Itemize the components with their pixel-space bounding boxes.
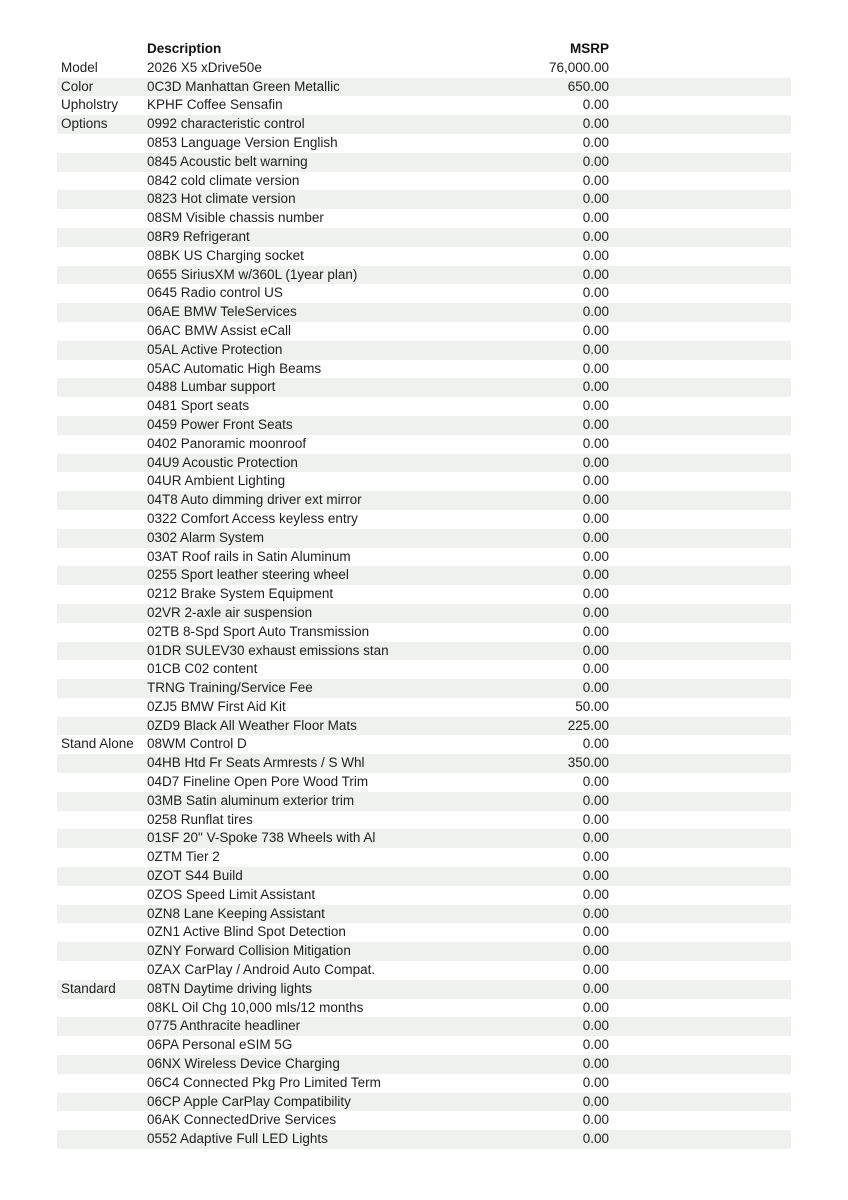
table-row [57,378,791,397]
table-row [57,566,791,585]
row-description: 06AE BMW TeleServices [147,304,297,320]
row-description: 06PA Personal eSIM 5G [147,1037,293,1053]
row-category [57,604,147,623]
row-category: Standard [61,980,116,996]
row-description: 0ZD9 Black All Weather Floor Mats [147,717,357,733]
row-category [57,435,147,454]
table-row [57,454,791,473]
table-row [57,1074,791,1093]
row-msrp: 0.00 [582,642,609,658]
row-description: 05AC Automatic High Beams [147,360,322,376]
row-category [57,1055,147,1074]
row-description: 0ZN1 Active Blind Spot Detection [147,924,346,940]
row-msrp: 0.00 [582,416,609,432]
row-msrp: 0.00 [582,191,609,207]
row-msrp: 0.00 [582,962,609,978]
row-msrp: 0.00 [582,529,609,545]
row-msrp: 0.00 [582,360,609,376]
row-description: 0C3D Manhattan Green Metallic [147,78,340,94]
row-description: 0853 Language Version English [147,134,338,150]
table-row [57,266,791,285]
row-msrp: 0.00 [582,435,609,451]
row-description: 06NX Wireless Device Charging [147,1056,340,1072]
row-msrp: 0.00 [582,792,609,808]
table-row [57,247,791,266]
row-description: 05AL Active Protection [147,341,283,357]
row-msrp: 0.00 [582,980,609,996]
table-row [57,848,791,867]
row-category: Options [61,116,108,132]
table-row [57,78,791,97]
table-row [57,923,791,942]
table-row [57,322,791,341]
row-category [57,867,147,886]
row-msrp: 0.00 [582,454,609,470]
row-category [57,698,147,717]
table-row [57,153,791,172]
row-description: 0258 Runflat tires [147,811,253,827]
row-msrp: 0.00 [582,304,609,320]
row-msrp: 50.00 [575,698,609,714]
msrp-column-header: MSRP [569,41,609,56]
row-msrp: 0.00 [582,266,609,282]
row-category [57,472,147,491]
row-msrp: 0.00 [582,97,609,113]
row-msrp: 76,000.00 [548,59,609,75]
table-row [57,59,791,78]
table-row [57,416,791,435]
row-category [57,397,147,416]
row-category [57,754,147,773]
row-category: Stand Alone [61,736,134,752]
row-category [57,660,147,679]
row-description: 04UR Ambient Lighting [147,473,286,489]
row-msrp: 0.00 [582,492,609,508]
table-row [57,115,791,134]
table-row [57,1093,791,1112]
row-description: 0488 Lumbar support [147,379,276,395]
table-row [57,886,791,905]
row-description: 02VR 2-axle air suspension [147,604,313,620]
row-category [57,378,147,397]
row-msrp: 0.00 [582,398,609,414]
row-description: 01DR SULEV30 exhaust emissions stan [147,642,389,658]
row-category [57,303,147,322]
row-description: 08R9 Refrigerant [147,228,250,244]
row-msrp: 0.00 [582,736,609,752]
row-category [57,585,147,604]
row-description: 04T8 Auto dimming driver ext mirror [147,492,362,508]
row-description: 01SF 20" V-Spoke 738 Wheels with Al [147,830,376,846]
row-msrp: 0.00 [582,134,609,150]
row-category [57,1036,147,1055]
row-description: 0459 Power Front Seats [147,416,293,432]
table-row [57,905,791,924]
table-row [57,96,791,115]
row-msrp: 0.00 [582,341,609,357]
row-description: 06AC BMW Assist eCall [147,322,292,338]
row-category [57,510,147,529]
row-description: 0842 cold climate version [147,172,300,188]
row-category [57,228,147,247]
row-category [57,717,147,736]
table-row [57,604,791,623]
table-row [57,829,791,848]
row-description: 0255 Sport leather steering wheel [147,567,349,583]
table-row [57,942,791,961]
table-row [57,360,791,379]
row-msrp: 0.00 [582,886,609,902]
row-description: 0655 SiriusXM w/360L (1year plan) [147,266,358,282]
row-description: 0992 characteristic control [147,116,305,132]
row-msrp: 0.00 [582,228,609,244]
row-category [57,942,147,961]
row-category [57,360,147,379]
row-msrp: 0.00 [582,811,609,827]
row-description: 03AT Roof rails in Satin Aluminum [147,548,351,564]
table-row [57,679,791,698]
table-row [57,1036,791,1055]
row-msrp: 0.00 [582,830,609,846]
table-row [57,341,791,360]
table-row [57,980,791,999]
row-description: 0645 Radio control US [147,285,283,301]
table-row [57,303,791,322]
table-row [57,717,791,736]
table-row [57,548,791,567]
row-description: 04D7 Fineline Open Pore Wood Trim [147,774,369,790]
table-row [57,754,791,773]
row-description: 0302 Alarm System [147,529,265,545]
row-description: 0ZN8 Lane Keeping Assistant [147,905,325,921]
row-description: 2026 X5 xDrive50e [147,59,262,75]
row-category [57,172,147,191]
row-msrp: 0.00 [582,849,609,865]
row-description: 04U9 Acoustic Protection [147,454,298,470]
row-category [57,190,147,209]
row-category [57,416,147,435]
row-category [57,491,147,510]
row-msrp: 0.00 [582,1037,609,1053]
table-row [57,1017,791,1036]
row-msrp: 0.00 [582,1093,609,1109]
table-body [57,59,791,1149]
table-row [57,284,791,303]
row-description: 0ZAX CarPlay / Android Auto Compat. [147,962,376,978]
row-description: 03MB Satin aluminum exterior trim [147,792,355,808]
row-category [57,1130,147,1149]
row-description: 08SM Visible chassis number [147,210,324,226]
row-description: 0823 Hot climate version [147,191,296,207]
row-msrp: 0.00 [582,868,609,884]
row-description: 02TB 8-Spd Sport Auto Transmission [147,623,370,639]
row-category [57,247,147,266]
row-category [57,792,147,811]
table-row [57,491,791,510]
table-row [57,735,791,754]
row-category [57,209,147,228]
row-category [57,623,147,642]
table-row [57,623,791,642]
row-description: KPHF Coffee Sensafin [147,97,283,113]
row-msrp: 0.00 [582,1056,609,1072]
table-row [57,1055,791,1074]
row-category [57,548,147,567]
row-category: Model [61,59,98,75]
row-msrp: 0.00 [582,924,609,940]
table-row [57,1111,791,1130]
row-msrp: 225.00 [567,717,609,733]
row-msrp: 350.00 [567,755,609,771]
row-description: 04HB Htd Fr Seats Armrests / S Whl [147,755,365,771]
row-category: Color [61,78,94,94]
row-msrp: 0.00 [582,172,609,188]
row-description: 06CP Apple CarPlay Compatibility [147,1093,351,1109]
row-description: 0ZJ5 BMW First Aid Kit [147,698,286,714]
table-row [57,472,791,491]
row-msrp: 0.00 [582,586,609,602]
row-description: 0552 Adaptive Full LED Lights [147,1131,328,1147]
table-row [57,228,791,247]
row-msrp: 0.00 [582,116,609,132]
row-msrp: 0.00 [582,379,609,395]
row-msrp: 0.00 [582,680,609,696]
row-category [57,1111,147,1130]
row-msrp: 0.00 [582,661,609,677]
row-description: 06C4 Connected Pkg Pro Limited Term [147,1074,381,1090]
row-msrp: 0.00 [582,1112,609,1128]
row-category [57,284,147,303]
table-row [57,209,791,228]
row-category [57,905,147,924]
table-header-row [57,40,791,59]
category-column-header [57,40,147,59]
row-category [57,642,147,661]
row-category [57,322,147,341]
row-msrp: 0.00 [582,1131,609,1147]
row-description: 08KL Oil Chg 10,000 mls/12 months [147,999,364,1015]
row-category [57,134,147,153]
row-description: 0ZOS Speed Limit Assistant [147,886,316,902]
row-msrp: 0.00 [582,623,609,639]
row-category [57,773,147,792]
row-msrp: 0.00 [582,1018,609,1034]
table-row [57,999,791,1018]
row-msrp: 0.00 [582,604,609,620]
row-category [57,341,147,360]
row-msrp: 650.00 [567,78,609,94]
row-msrp: 0.00 [582,322,609,338]
row-msrp: 0.00 [582,510,609,526]
row-category [57,153,147,172]
table-row [57,961,791,980]
table-row [57,1130,791,1149]
row-description: 08BK US Charging socket [147,247,304,263]
row-category [57,1093,147,1112]
row-description: 08WM Control D [147,736,247,752]
row-category [57,266,147,285]
table-row [57,134,791,153]
row-description: 0845 Acoustic belt warning [147,153,308,169]
row-category [57,886,147,905]
table-row [57,867,791,886]
row-description: 08TN Daytime driving lights [147,980,313,996]
row-msrp: 0.00 [582,999,609,1015]
row-category [57,811,147,830]
row-msrp: 0.00 [582,567,609,583]
row-description: 0322 Comfort Access keyless entry [147,510,358,526]
row-description: 0ZTM Tier 2 [147,849,220,865]
row-description: 0402 Panoramic moonroof [147,435,307,451]
table-row [57,397,791,416]
row-msrp: 0.00 [582,285,609,301]
row-category: Upholstry [61,97,119,113]
table-row [57,172,791,191]
table-row [57,642,791,661]
table-row [57,585,791,604]
row-msrp: 0.00 [582,774,609,790]
table-row [57,811,791,830]
table-row [57,698,791,717]
row-description: 01CB C02 content [147,661,258,677]
row-description: 0ZNY Forward Collision Mitigation [147,943,351,959]
vehicle-spec-table [57,40,791,1149]
row-category [57,679,147,698]
table-row [57,529,791,548]
row-msrp: 0.00 [582,905,609,921]
table-row [57,510,791,529]
row-msrp: 0.00 [582,247,609,263]
row-category [57,848,147,867]
row-description: 06AK ConnectedDrive Services [147,1112,337,1128]
row-category [57,1017,147,1036]
row-category [57,529,147,548]
row-description: 0ZOT S44 Build [147,868,243,884]
description-column-header: Description [147,41,222,56]
row-category [57,999,147,1018]
row-description: 0212 Brake System Equipment [147,586,334,602]
row-msrp: 0.00 [582,943,609,959]
table-row [57,435,791,454]
row-msrp: 0.00 [582,210,609,226]
row-category [57,566,147,585]
table-row [57,773,791,792]
row-category [57,923,147,942]
table-row [57,660,791,679]
row-category [57,829,147,848]
row-msrp: 0.00 [582,548,609,564]
table-row [57,190,791,209]
row-description: 0775 Anthracite headliner [147,1018,301,1034]
row-description: 0481 Sport seats [147,398,250,414]
row-category [57,1074,147,1093]
row-msrp: 0.00 [582,1074,609,1090]
row-category [57,961,147,980]
row-msrp: 0.00 [582,473,609,489]
row-category [57,454,147,473]
table-row [57,792,791,811]
row-msrp: 0.00 [582,153,609,169]
row-description: TRNG Training/Service Fee [147,680,313,696]
